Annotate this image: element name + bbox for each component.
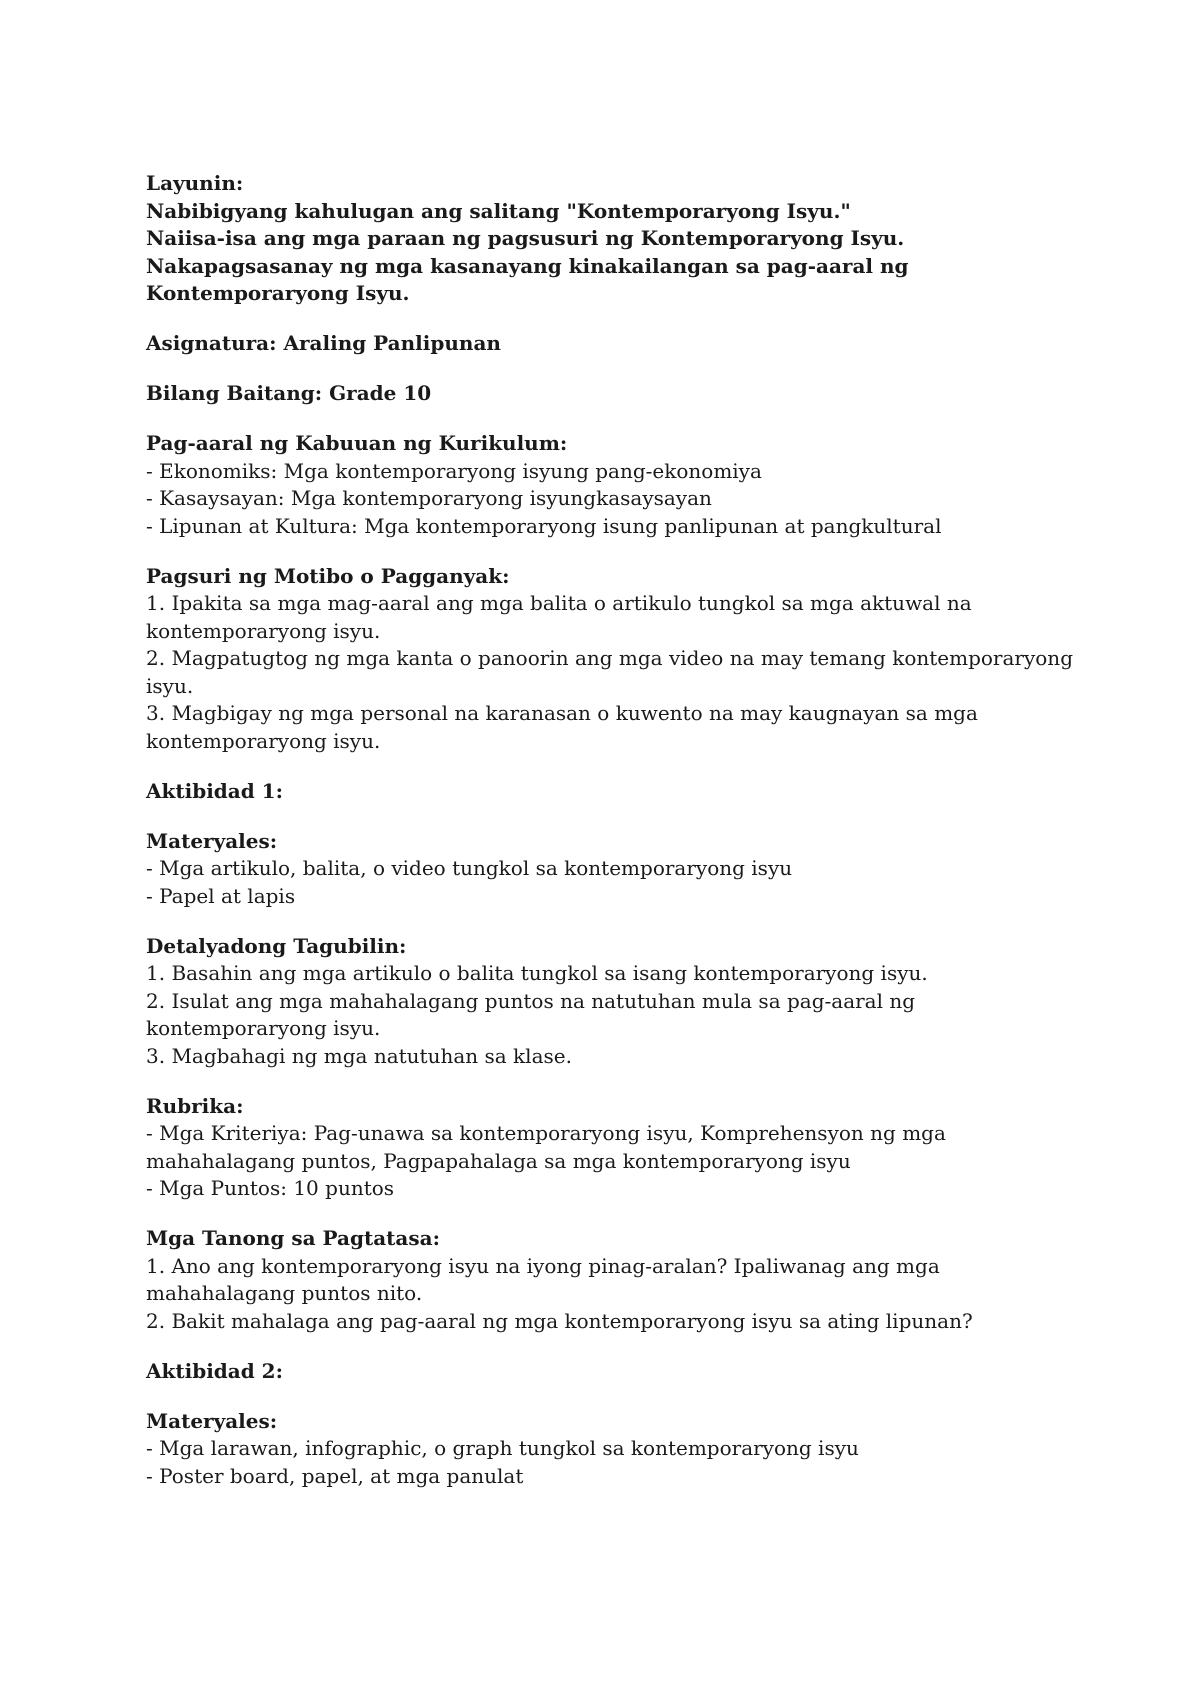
curriculum-heading: Pag-aaral ng Kabuuan ng Kurikulum: [146, 431, 568, 455]
rubric-item: - Mga Puntos: 10 puntos [146, 1176, 395, 1200]
questions-heading: Mga Tanong sa Pagtatasa: [146, 1226, 440, 1250]
materials-item: - Poster board, papel, at mga panulat [146, 1463, 524, 1488]
subject-line: Asignatura: Araling Panlipunan [146, 331, 501, 355]
rubric-heading: Rubrika: [146, 1093, 244, 1118]
objective-item: Nabibigyang kahulugan ang salitang "Kontemporaryong Isyu." [146, 198, 851, 223]
activity1-rubric-section [146, 1093, 1086, 1203]
activity1-materials-section [146, 828, 1086, 911]
objective-item: Naiisa-isa ang mga paraan ng pagsusuri ng Kontemporaryong Isyu. [146, 226, 905, 250]
motivation-section [146, 563, 1086, 756]
objectives-section [146, 170, 1086, 308]
grade-line: Bilang Baitang: Grade 10 [146, 381, 432, 405]
activity1-heading: Aktibidad 1: [146, 778, 283, 803]
materials-item: - Mga artikulo, balita, o video tungkol sa kontemporaryong isyu [146, 856, 793, 880]
activity1-instructions-section [146, 933, 1086, 1071]
materials-heading: Materyales: [146, 828, 278, 853]
document-page [146, 170, 1086, 1490]
motivation-heading: Pagsuri ng Motibo o Pagganyak: [146, 563, 510, 588]
curriculum-item: - Ekonomiks: Mga kontemporaryong isyung pang-ekonomiya [146, 458, 762, 483]
question-item: 2. Bakit mahalaga ang pag-aaral ng mga kontemporaryong isyu sa ating lipunan? [146, 1308, 973, 1333]
instructions-item: 3. Magbahagi ng mga natutuhan sa klase. [146, 1043, 572, 1068]
activity2-heading: Aktibidad 2: [146, 1358, 283, 1383]
instructions-item: 1. Basahin ang mga artikulo o balita tungkol sa isang kontemporaryong isyu. [146, 961, 928, 985]
curriculum-section [146, 430, 1086, 540]
motivation-item: 2. Magpatugtog ng mga kanta o panoorin ang mga video na may temang kontemporaryong isyu. [146, 646, 1073, 698]
rubric-item: - Mga Kriteriya: Pag-unawa sa kontemporaryong isyu, Komprehensyon ng mga mahahalagang puntos, Pagpapahalaga sa mga kontemporaryong isyu [146, 1121, 946, 1173]
materials-item: - Papel at lapis [146, 883, 296, 908]
question-item: 1. Ano ang kontemporaryong isyu na iyong pinag-aralan? Ipaliwanag ang mga mahahalagang puntos nito. [146, 1253, 940, 1305]
motivation-item: 1. Ipakita sa mga mag-aaral ang mga balita o artikulo tungkol sa mga aktuwal na kontemporaryong isyu. [146, 591, 972, 643]
instructions-item: 2. Isulat ang mga mahahalagang puntos na natutuhan mula sa pag-aaral ng kontemporaryong isyu. [146, 988, 916, 1040]
motivation-item: 3. Magbigay ng mga personal na karanasan o kuwento na may kaugnayan sa mga kontemporaryong isyu. [146, 701, 978, 753]
curriculum-item: - Kasaysayan: Mga kontemporaryong isyungkasaysayan [146, 486, 712, 510]
activity2-materials-section [146, 1408, 1086, 1491]
instructions-heading: Detalyadong Tagubilin: [146, 933, 407, 958]
objectives-heading: Layunin: [146, 171, 244, 195]
objective-item: Nakapagsasanay ng mga kasanayang kinakailangan sa pag-aaral ng Kontemporaryong Isyu. [146, 253, 909, 305]
curriculum-item: - Lipunan at Kultura: Mga kontemporaryong isung panlipunan at pangkultural [146, 513, 942, 538]
activity1-questions-section [146, 1225, 1086, 1335]
materials-heading: Materyales: [146, 1408, 278, 1433]
materials-item: - Mga larawan, infographic, o graph tungkol sa kontemporaryong isyu [146, 1436, 859, 1460]
